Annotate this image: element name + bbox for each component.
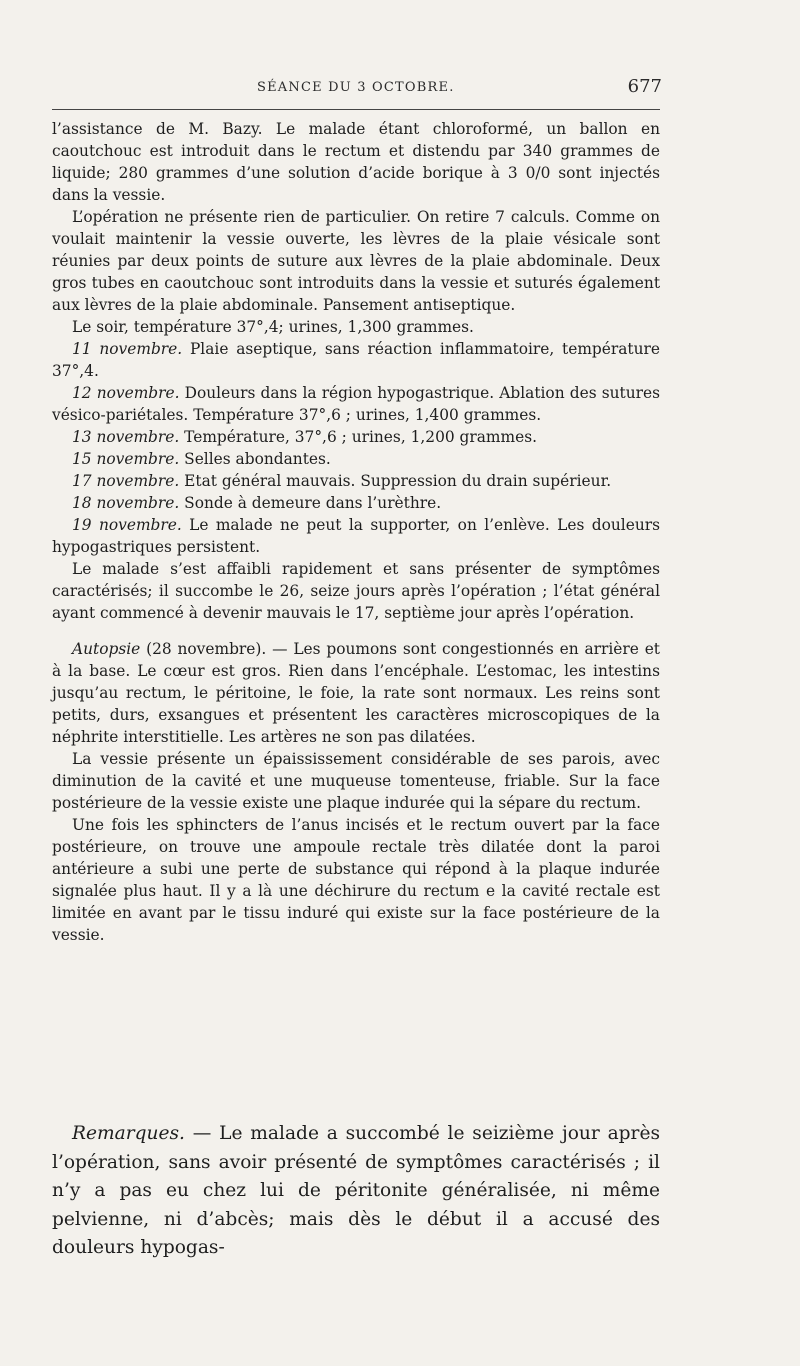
dated-entry: 18 novembre. Sonde à demeure dans l’urèthre. [72, 494, 442, 512]
paragraph: Le soir, température 37°,4; urines, 1,300 grammes. [72, 318, 474, 336]
dated-entry: 13 novembre. Température, 37°,6 ; urines, 1,200 grammes. [72, 428, 538, 446]
page-header [52, 76, 662, 98]
paragraph: Le malade s’est affaibli rapidement et sans présenter de symptômes caractérisés; il succombe le 26, seize jours après l’opération ; l’état général ayant commencé à devenir mauvais le 17, septième jour après l’opération. [52, 560, 660, 622]
remarks-paragraph: Remarques. — Le malade a succombé le seizième jour après l’opération, sans avoir présenté de symptômes caractérisés ; il n’y a pas eu chez lui de péritonite généralisée, ni même pelvienne, ni d’abcès; mais dès le début il a accusé des douleurs hypogas- [52, 1123, 660, 1258]
running-title: SÉANCE DU 3 OCTOBRE. [257, 80, 455, 95]
dated-entry: 19 novembre. Le malade ne peut la supporter, on l’enlève. Les douleurs hypogastriques persistent. [52, 516, 661, 556]
page-number: 677 [627, 76, 662, 97]
dated-entry: 15 novembre. Selles abondantes. [72, 450, 331, 468]
remarks-heading: Remarques. [72, 1123, 185, 1144]
remarks-section [52, 1120, 660, 1263]
paragraph: Une fois les sphincters de l’anus incisés et le rectum ouvert par la face postérieure, on trouve une ampoule rectale très dilatée dont la paroi antérieure a subi une perte de substance qui répond à la plaque indurée signalée plus haut. Il y a là une déchirure du rectum e la cavité rectale est limitée en avant par le tissu induré qui existe sur la face postérieure de la vessie. [52, 816, 660, 944]
header-rule [52, 109, 660, 110]
autopsy-paragraph: Autopsie (28 novembre). — Les poumons sont congestionnés en arrière et à la base. Le cœur est gros. Rien dans l’encéphale. L’estomac, les intestins jusqu’au rectum, le péritoine, le foie, la rate sont normaux. Les reins sont petits, durs, exsangues et présentent les caractères microscopiques de la néphrite interstitielle. Les artères ne son pas dilatées. [52, 640, 660, 746]
dated-entry: 17 novembre. Etat général mauvais. Suppression du drain supérieur. [72, 472, 612, 490]
dated-entry: 11 novembre. Plaie aseptique, sans réaction inflammatoire, température 37°,4. [52, 340, 660, 380]
case-report-body [52, 118, 660, 946]
paragraph: l’assistance de M. Bazy. Le malade étant chloroformé, un ballon en caoutchouc est introduit dans le rectum et distendu par 340 grammes de liquide; 280 grammes d’une solution d’acide borique à 3 0/0 sont injectés dans la vessie. [52, 120, 660, 204]
dated-entry: 12 novembre. Douleurs dans la région hypogastrique. Ablation des sutures vésico-pariétales. Température 37°,6 ; urines, 1,400 grammes. [52, 384, 660, 424]
paragraph: La vessie présente un épaississement considérable de ses parois, avec diminution de la cavité et une muqueuse tomenteuse, friable. Sur la face postérieure de la vessie existe une plaque indurée qui la sépare du rectum. [52, 750, 660, 812]
paragraph: L’opération ne présente rien de particulier. On retire 7 calculs. Comme on voulait maintenir la vessie ouverte, les lèvres de la plaie vésicale sont réunies par deux points de suture aux lèvres de la plaie abdominale. Deux gros tubes en caoutchouc sont introduits dans la vessie et suturés également aux lèvres de la plaie abdominale. Pansement antiseptique. [52, 208, 660, 314]
